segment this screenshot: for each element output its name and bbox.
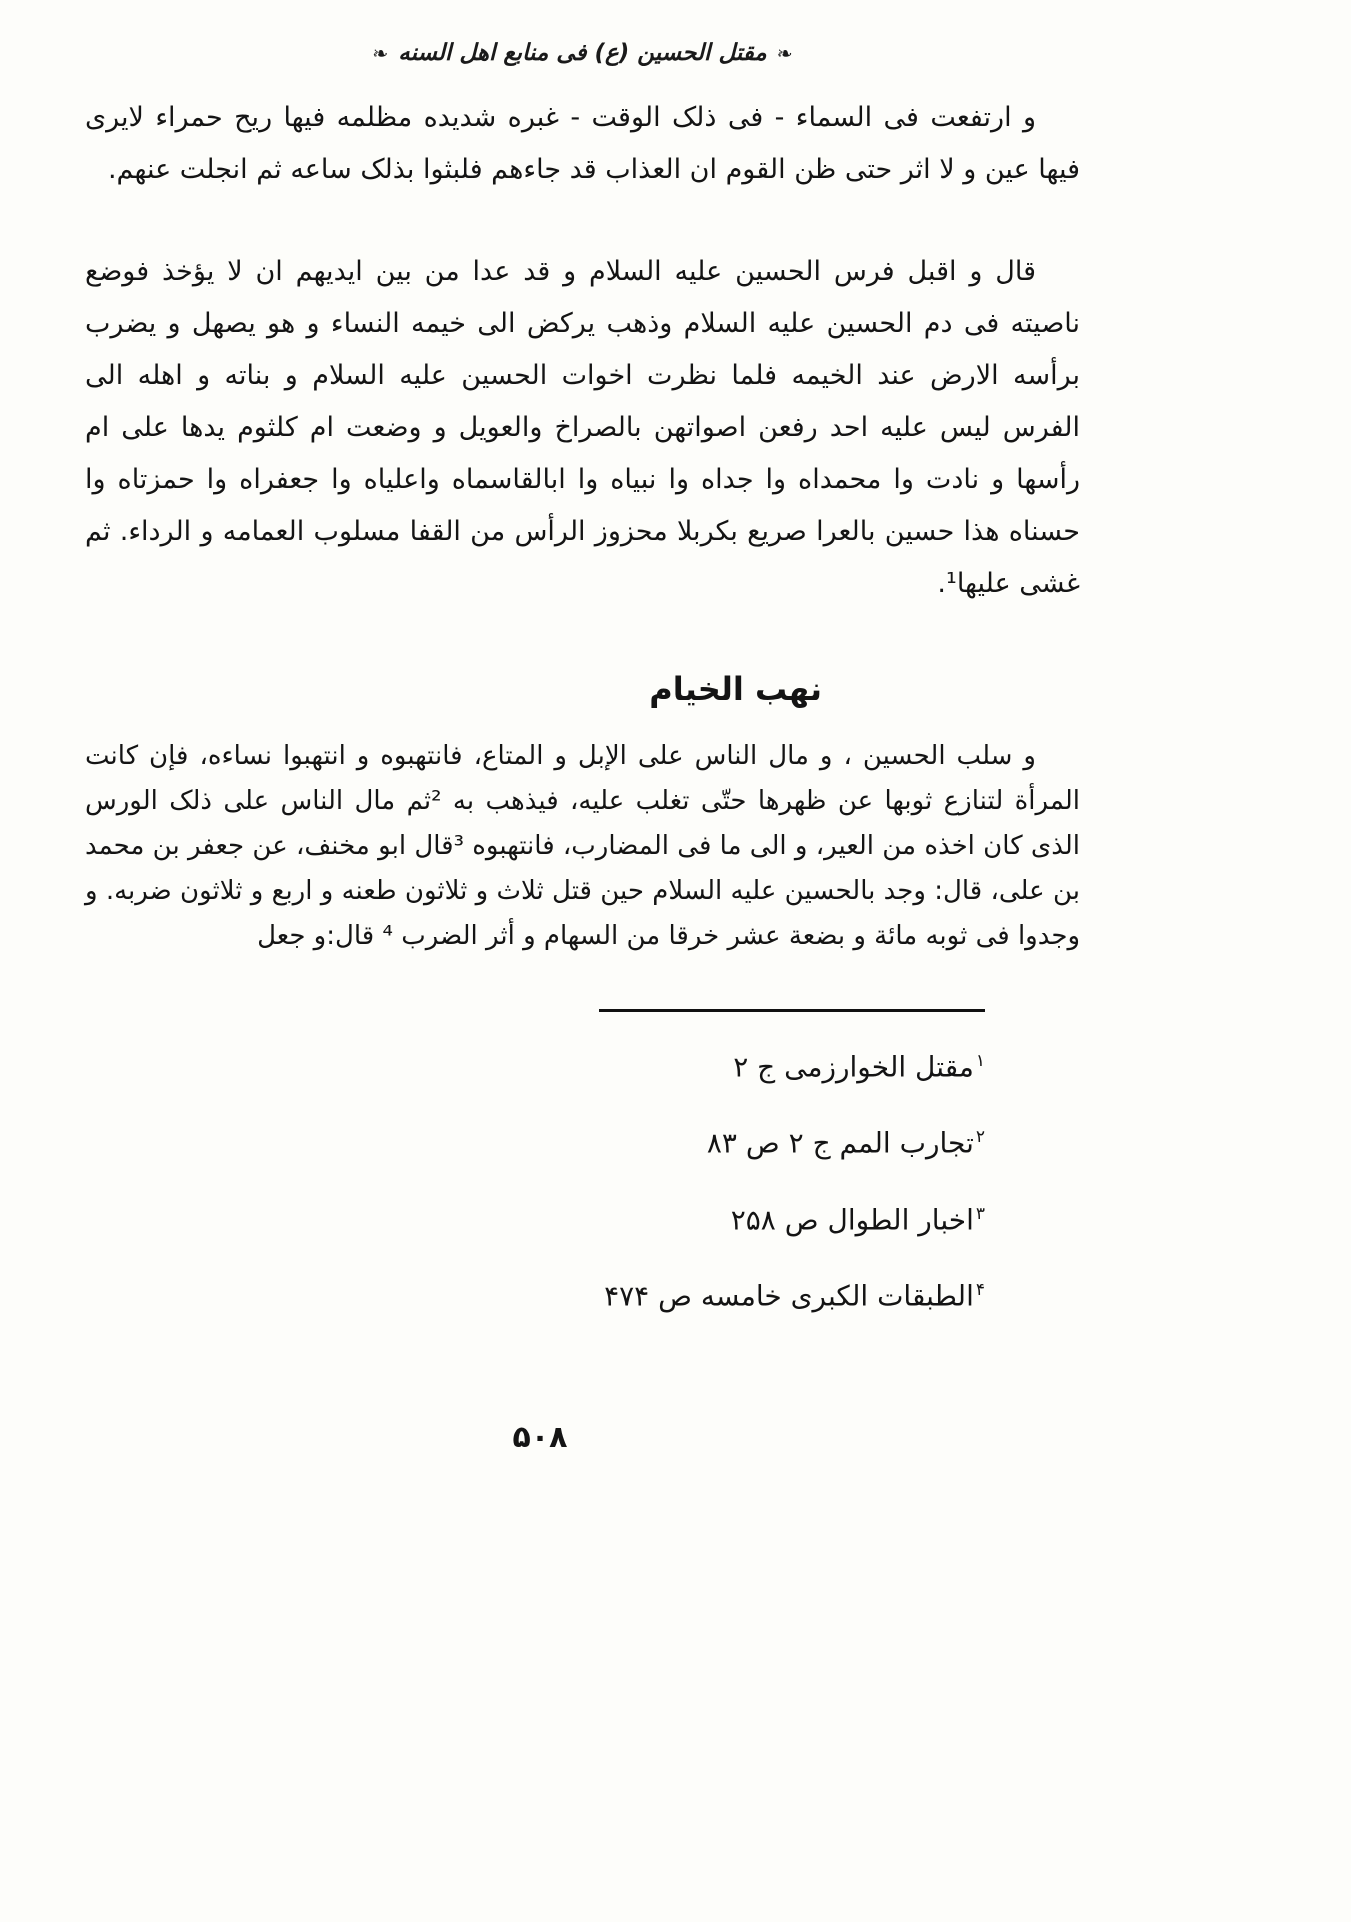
running-header bbox=[85, 40, 1080, 66]
page-content bbox=[85, 40, 1080, 1349]
footnote-marker: ۳ bbox=[975, 1203, 985, 1224]
header-ornament-right-icon: ❧ bbox=[776, 42, 793, 65]
footnote-item bbox=[85, 1197, 985, 1237]
footnote-text: الطبقات الكبرى خامسه ص ۴۷۴ bbox=[604, 1279, 974, 1313]
footnote-separator bbox=[599, 1009, 985, 1012]
footnote-marker: ۱ bbox=[975, 1051, 985, 1071]
body-paragraph: قال و اقبل فرس الحسين عليه السلام و قد عدا من بين ايديهم ان لا يؤخذ فوضع ناصيته فى دم الحسين عليه السلام وذهب يركض الى خيمه النساء و هو يصهل و يضرب برأسه الارض عند الخيمه فلما نظرت اخوات الحسين عليه السلام و بناته و اهله الى الفرس ليس عليه احد رفعن اصواتهن بالصراخ والعويل و وضعت ام كلثوم يدها على ام رأسها و نادت وا محمداه وا جداه وا نبياه وا ابالقاسماه واعلياه وا جعفراه وا حمزتاه وا حسناه هذا حسين بالعرا صريع بكربلا محزوز الرأس من القفا مسلوب العمامه و الرداء. ثم غشى عليها¹. bbox=[85, 256, 1080, 599]
footnote-text: اخبار الطوال ص ۲۵۸ bbox=[730, 1202, 974, 1236]
footnote-item bbox=[85, 1120, 985, 1160]
footnotes-block bbox=[85, 1044, 1080, 1313]
header-title: مقتل الحسين (ع) فى منابع اهل السنه bbox=[398, 40, 767, 66]
footnote-text: تجارب المم ج ۲ ص ۸۳ bbox=[706, 1126, 974, 1160]
page-number: ۵۰۸ bbox=[512, 1420, 568, 1455]
footnote-marker: ۴ bbox=[975, 1279, 985, 1300]
header-ornament-left-icon: ❧ bbox=[372, 42, 389, 65]
section-heading: نهب الخيام bbox=[649, 670, 822, 708]
footnote-text: مقتل الخوارزمى ج ۲ bbox=[733, 1050, 974, 1084]
footnote-item bbox=[85, 1044, 985, 1084]
body-paragraph: و ارتفعت فى السماء - فى ذلک الوقت - غبره شديده مظلمه فيها ريح حمراء لايرى فيها عين و لا اثر حتى ظن القوم ان العذاب قد جاءهم فلبثوا بذلک ساعه ثم انجلت عنهم. bbox=[85, 102, 1080, 185]
body-paragraph: و سلب الحسين ، و مال الناس على الإبل و المتاع، فانتهبوه و انتهبوا نساءه، فإن كانت المرأة لتنازع ثوبها عن ظهرها حتّى تغلب عليه، فيذهب به ²ثم مال الناس على ذلک الورس الذى كان اخذه من العير، و الى ما فى المضارب، فانتهبوه ³قال ابو مخنف، عن جعفر بن محمد بن على، قال: وجد بالحسين عليه السلام حين قتل ثلاث و ثلاثون طعنه و اربع و ثلاثون ضربه. و وجدوا فى ثوبه مائة و بضعة عشر خرقا من السهام و أثر الضرب ⁴ قال:و جعل bbox=[85, 741, 1080, 951]
footnote-item bbox=[85, 1273, 985, 1313]
footnote-marker: ۲ bbox=[975, 1127, 985, 1148]
